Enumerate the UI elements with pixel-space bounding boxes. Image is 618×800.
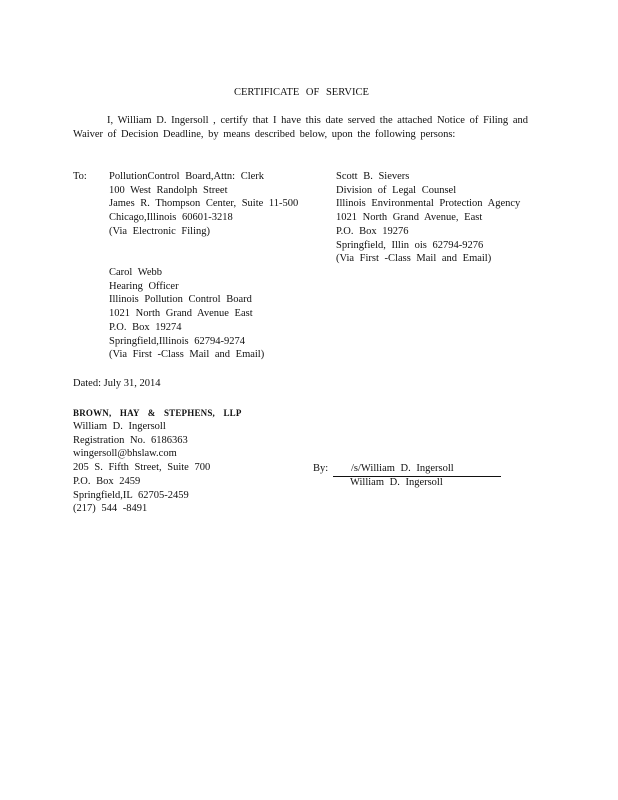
recipient-line: P.O. Box 19276: [336, 225, 409, 237]
certification-paragraph: [73, 114, 528, 142]
certification-text: I, William D. Ingersoll , certify that I have this date served the attached Notice of Filing and Waiver of Decision Deadline, by means described below, upon the following persons:: [73, 115, 528, 140]
recipient-line: Carol Webb: [109, 267, 162, 278]
recipient-line: P.O. Box 19274: [109, 321, 182, 333]
recipient-line: Springfield,Illinois 62794-9274: [109, 335, 245, 347]
document-title: CERTIFICATE OF SERVICE: [234, 87, 369, 98]
signatory-name: William D. Ingersoll: [350, 477, 443, 488]
dated-line: Dated: July 31, 2014: [73, 378, 161, 389]
law-firm-name: BROWN, HAY & STEPHENS, LLP: [73, 408, 242, 418]
attorney-email: wingersoll@bhslaw.com: [73, 448, 177, 460]
attorney-contact-block: [73, 420, 210, 516]
recipient-line: 100 West Randolph Street: [109, 184, 228, 196]
registration-number: Registration No. 6186363: [73, 434, 188, 446]
recipient-line: 1021 North Grand Avenue East: [109, 308, 253, 320]
recipient-line: (Via Electronic Filing): [109, 225, 211, 237]
recipient-line: (Via First -Class Mail and Email): [109, 349, 265, 361]
electronic-signature: /s/William D. Ingersoll: [351, 463, 454, 474]
recipient-line: 1021 North Grand Avenue, East: [336, 212, 483, 224]
signature-by-label: By:: [313, 463, 329, 474]
signature-line: [333, 462, 501, 477]
city-state-zip: Springfield,IL 62705-2459: [73, 489, 189, 501]
recipient-line: PollutionControl Board,Attn: Clerk: [109, 171, 265, 182]
recipient-line: James R. Thompson Center, Suite 11-500: [109, 198, 299, 210]
recipient-line: Scott B. Sievers: [336, 171, 410, 182]
signature-underline: [333, 462, 501, 477]
recipient-line: Hearing Officer: [109, 280, 179, 292]
recipient-line: Illinois Environmental Protection Agency: [336, 198, 521, 210]
recipient-line: Chicago,Illinois 60601-3218: [109, 212, 233, 224]
recipient-line: Springfield, Illin ois 62794-9276: [336, 239, 484, 251]
recipient-line: Illinois Pollution Control Board: [109, 294, 252, 306]
street-address: 205 S. Fifth Street, Suite 700: [73, 462, 211, 474]
recipient-illinois-epa: [336, 170, 520, 266]
recipient-pollution-control-board: [109, 170, 298, 239]
attorney-name: William D. Ingersoll: [73, 421, 166, 432]
recipient-line: Division of Legal Counsel: [336, 184, 457, 196]
recipient-line: (Via First -Class Mail and Email): [336, 253, 492, 265]
phone-number: (217) 544 -8491: [73, 503, 148, 515]
po-box: P.O. Box 2459: [73, 475, 141, 487]
to-label: To:: [73, 171, 87, 182]
recipient-hearing-officer: [109, 266, 264, 362]
